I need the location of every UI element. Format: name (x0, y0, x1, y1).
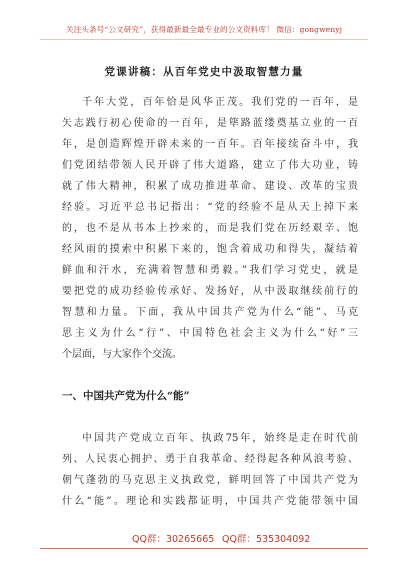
paragraph-line: 就了伟大精神，积累了成功推进革命、建设、改革的宝贵 (62, 181, 358, 192)
header-banner: 关注头条号“公文研究”，获得最新最全最专业的公文资料库！ 微信：gongwenyj (65, 25, 343, 34)
paragraph-line: 年，是创造辉煌开辟未来的一百年。百年接续奋斗中，我 (62, 139, 358, 150)
paragraph-line: 中国共产党成立百年、执政75年，始终是走在时代前 (82, 433, 358, 444)
paragraph-line: 经风雨的摸索中积累下来的，饱含着成功和得失，凝结着 (62, 244, 358, 255)
paragraph-line: 千年大党，百年恰是风华正茂。我们党的一百年，是 (82, 97, 358, 108)
document-title: 党课讲稿：从百年党史中汲取智慧力量 (104, 66, 304, 78)
paragraph-line: 思主义为什么“行”、中国特色社会主义为什么“好”三 (62, 328, 358, 339)
paragraph-line: 经验。习近平总书记指出：“党的经验不是从天上掉下来 (62, 202, 358, 213)
paragraph-line: 列、人民衷心拥护、勇于自我革命、经得起各种风浪考验、 (62, 454, 358, 465)
footer (0, 531, 408, 547)
footer-qq-group-2: QQ群：535304092 (222, 534, 311, 545)
paragraph-line: 要把党的成功经验传承好、发扬好，从中汲取继续前行的 (62, 286, 358, 297)
footer-divider (40, 548, 368, 549)
paragraph-line: 什么“能”。理论和实践都证明，中国共产党能带领中国 (62, 496, 358, 507)
paragraph-line: 智慧和力量。下面，我从中国共产党为什么“能”、马克 (62, 307, 358, 318)
footer-qq-group-1: QQ群：30265665 (132, 534, 215, 545)
section-heading: 一、中国共产党为什么“能” (62, 390, 190, 402)
paragraph-line: 的，也不是从书本上抄来的，而是我们党在历经艰辛、饱 (62, 223, 358, 234)
paragraph-2 (62, 428, 358, 512)
paragraph-line: 朝气蓬勃的马克思主义执政党，鲜明回答了中国共产党为 (62, 475, 358, 486)
paragraph-line: 矢志践行初心使命的一百年，是筚路蓝缕奠基立业的一百 (62, 118, 358, 129)
paragraph-line: 个层面，与大家作个交流。 (62, 349, 182, 360)
header-divider (40, 39, 368, 40)
paragraph-line: 鲜血和汗水，充满着智慧和勇毅。”我们学习党史，就是 (62, 265, 358, 276)
paragraph-1 (62, 92, 358, 365)
paragraph-line: 们党团结带领人民开辟了伟大道路，建立了伟大功业，铸 (62, 160, 358, 171)
